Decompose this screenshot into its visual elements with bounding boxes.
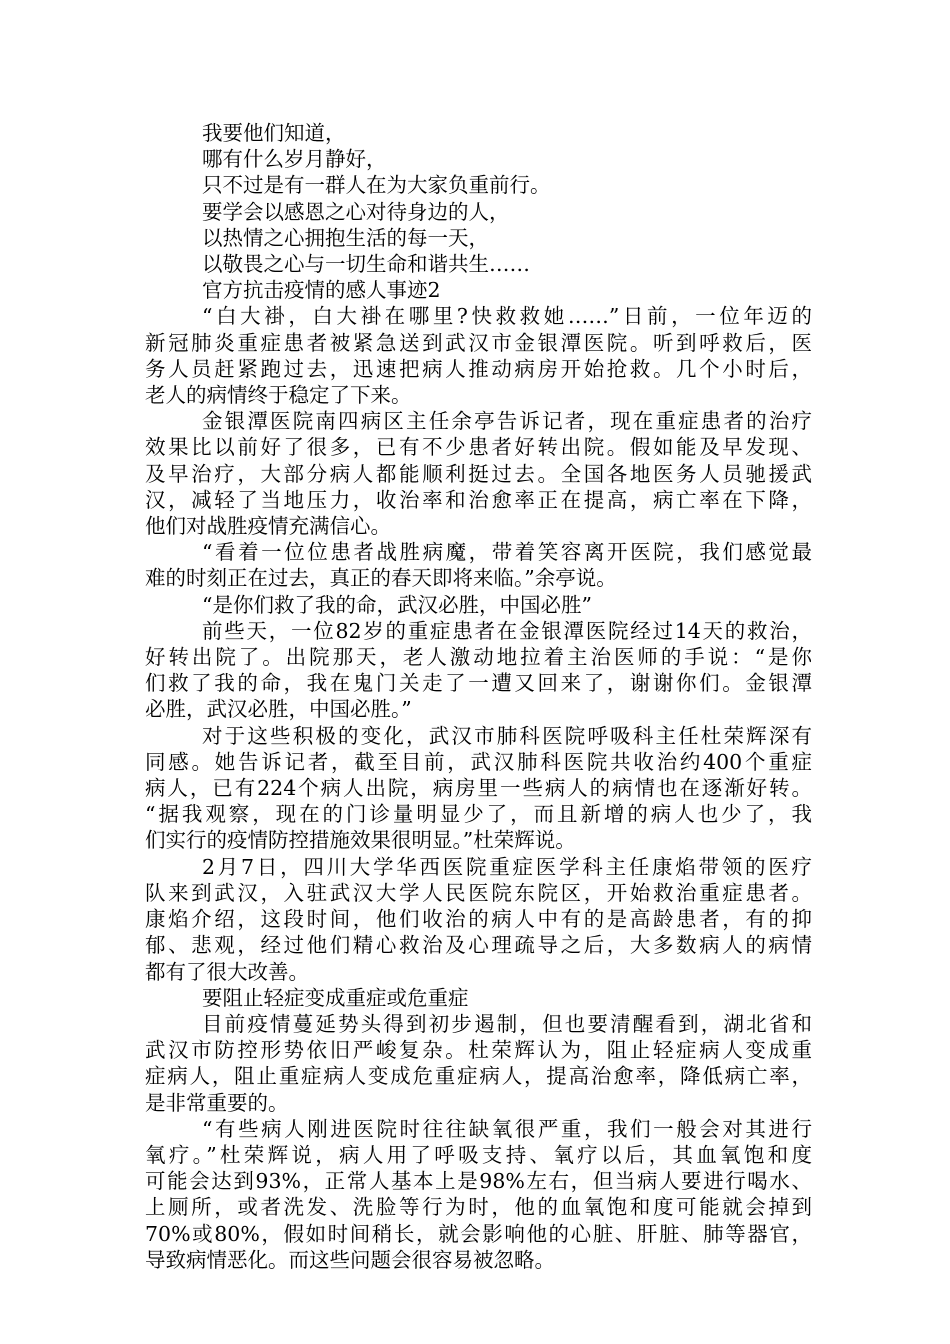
text-line: “看着一位位患者战胜病魔，带着笑容离开医院，我们感觉最 [202,540,812,565]
text-line: 要阻止轻症变成重症或危重症 [202,985,469,1010]
text-line: 效果比以前好了很多，已有不少患者好转出院。假如能及早发现、 [145,435,812,460]
text-line: 同感。她告诉记者，截至目前，武汉肺科医院共收治约400个重症 [145,749,812,774]
text-line: 及早治疗，大部分病人都能顺利挺过去。全国各地医务人员驰援武 [145,461,812,486]
text-line: 难的时刻正在过去，真正的春天即将来临。”余亭说。 [145,566,617,591]
text-line: 们救了我的命，我在鬼门关走了一遭又回来了，谢谢你们。金银潭 [145,671,812,696]
text-line: 氧疗。”杜荣辉说，病人用了呼吸支持、氧疗以后，其血氧饱和度 [145,1142,812,1167]
text-line: 汉，减轻了当地压力，收治率和治愈率正在提高，病亡率在下降， [145,487,812,512]
text-line: 我要他们知道， [202,121,346,145]
text-line: 导致病情恶化。而这些问题会很容易被忽略。 [145,1247,555,1272]
text-line: 要学会以感恩之心对待身边的人， [202,199,510,224]
text-line: “白大褂，白大褂在哪里?快救救她……”日前，一位年迈的 [202,304,812,329]
text-line: 必胜，武汉必胜，中国必胜。” [145,697,412,722]
text-line: 们实行的疫情防控措施效果很明显。”杜荣辉说。 [145,828,576,853]
text-line: 务人员赶紧跑过去，迅速把病人推动病房开始抢救。几个小时后， [145,356,812,381]
text-line: 对于这些积极的变化，武汉市肺科医院呼吸科主任杜荣辉深有 [202,723,812,748]
text-line: 武汉市防控形势依旧严峻复杂。杜荣辉认为，阻止轻症病人变成重 [145,1038,812,1063]
text-line: 前些天，一位82岁的重症患者在金银潭医院经过14天的救治， [202,618,812,643]
text-line: 郁、悲观，经过他们精心救治及心理疏导之后，大多数病人的病情 [145,933,812,958]
text-line: 金银潭医院南四病区主任余亭告诉记者，现在重症患者的治疗 [202,409,812,434]
text-line: 70%或80%，假如时间稍长，就会影响他的心脏、肝脏、肺等器官， [145,1221,812,1246]
text-line: 症病人，阻止重症病人变成危重症病人，提高治愈率，降低病亡率， [145,1064,812,1089]
text-line: 哪有什么岁月静好， [202,147,387,172]
text-line: 好转出院了。出院那天，老人激动地拉着主治医师的手说：“是你 [145,645,812,670]
text-line: “据我观察，现在的门诊量明显少了，而且新增的病人也少了，我 [145,802,812,827]
text-line: 都有了很大改善。 [145,959,309,984]
text-line: 只不过是有一群人在为大家负重前行。 [202,173,551,198]
text-line: 病人，已有224个病人出院，病房里一些病人的病情也在逐渐好转。 [145,776,812,801]
text-line: “是你们救了我的命，武汉必胜，中国必胜” [202,592,592,617]
text-line: “有些病人刚进医院时往往缺氧很严重，我们一般会对其进行 [202,1116,812,1141]
text-line: 以敬畏之心与一切生命和谐共生…… [202,252,530,277]
text-line: 是非常重要的。 [145,1090,289,1115]
text-line: 目前疫情蔓延势头得到初步遏制，但也要清醒看到，湖北省和 [202,1011,812,1036]
text-line: 康焰介绍，这段时间，他们收治的病人中有的是高龄患者，有的抑 [145,907,812,932]
text-line: 他们对战胜疫情充满信心。 [145,514,391,539]
text-line: 以热情之心拥抱生活的每一天， [202,225,489,250]
text-line: 上厕所，或者洗发、洗脸等行为时，他的血氧饱和度可能就会掉到 [145,1195,812,1220]
text-line: 队来到武汉，入驻武汉大学人民医院东院区，开始救治重症患者。 [145,880,812,905]
text-line: 可能会达到93%，正常人基本上是98%左右，但当病人要进行喝水、 [145,1169,812,1194]
text-line: 2月7日，四川大学华西医院重症医学科主任康焰带领的医疗 [202,854,812,879]
text-line: 老人的病情终于稳定了下来。 [145,383,412,408]
text-line: 官方抗击疫情的感人事迹2 [202,278,441,303]
text-line: 新冠肺炎重症患者被紧急送到武汉市金银潭医院。听到呼救后，医 [145,330,812,355]
